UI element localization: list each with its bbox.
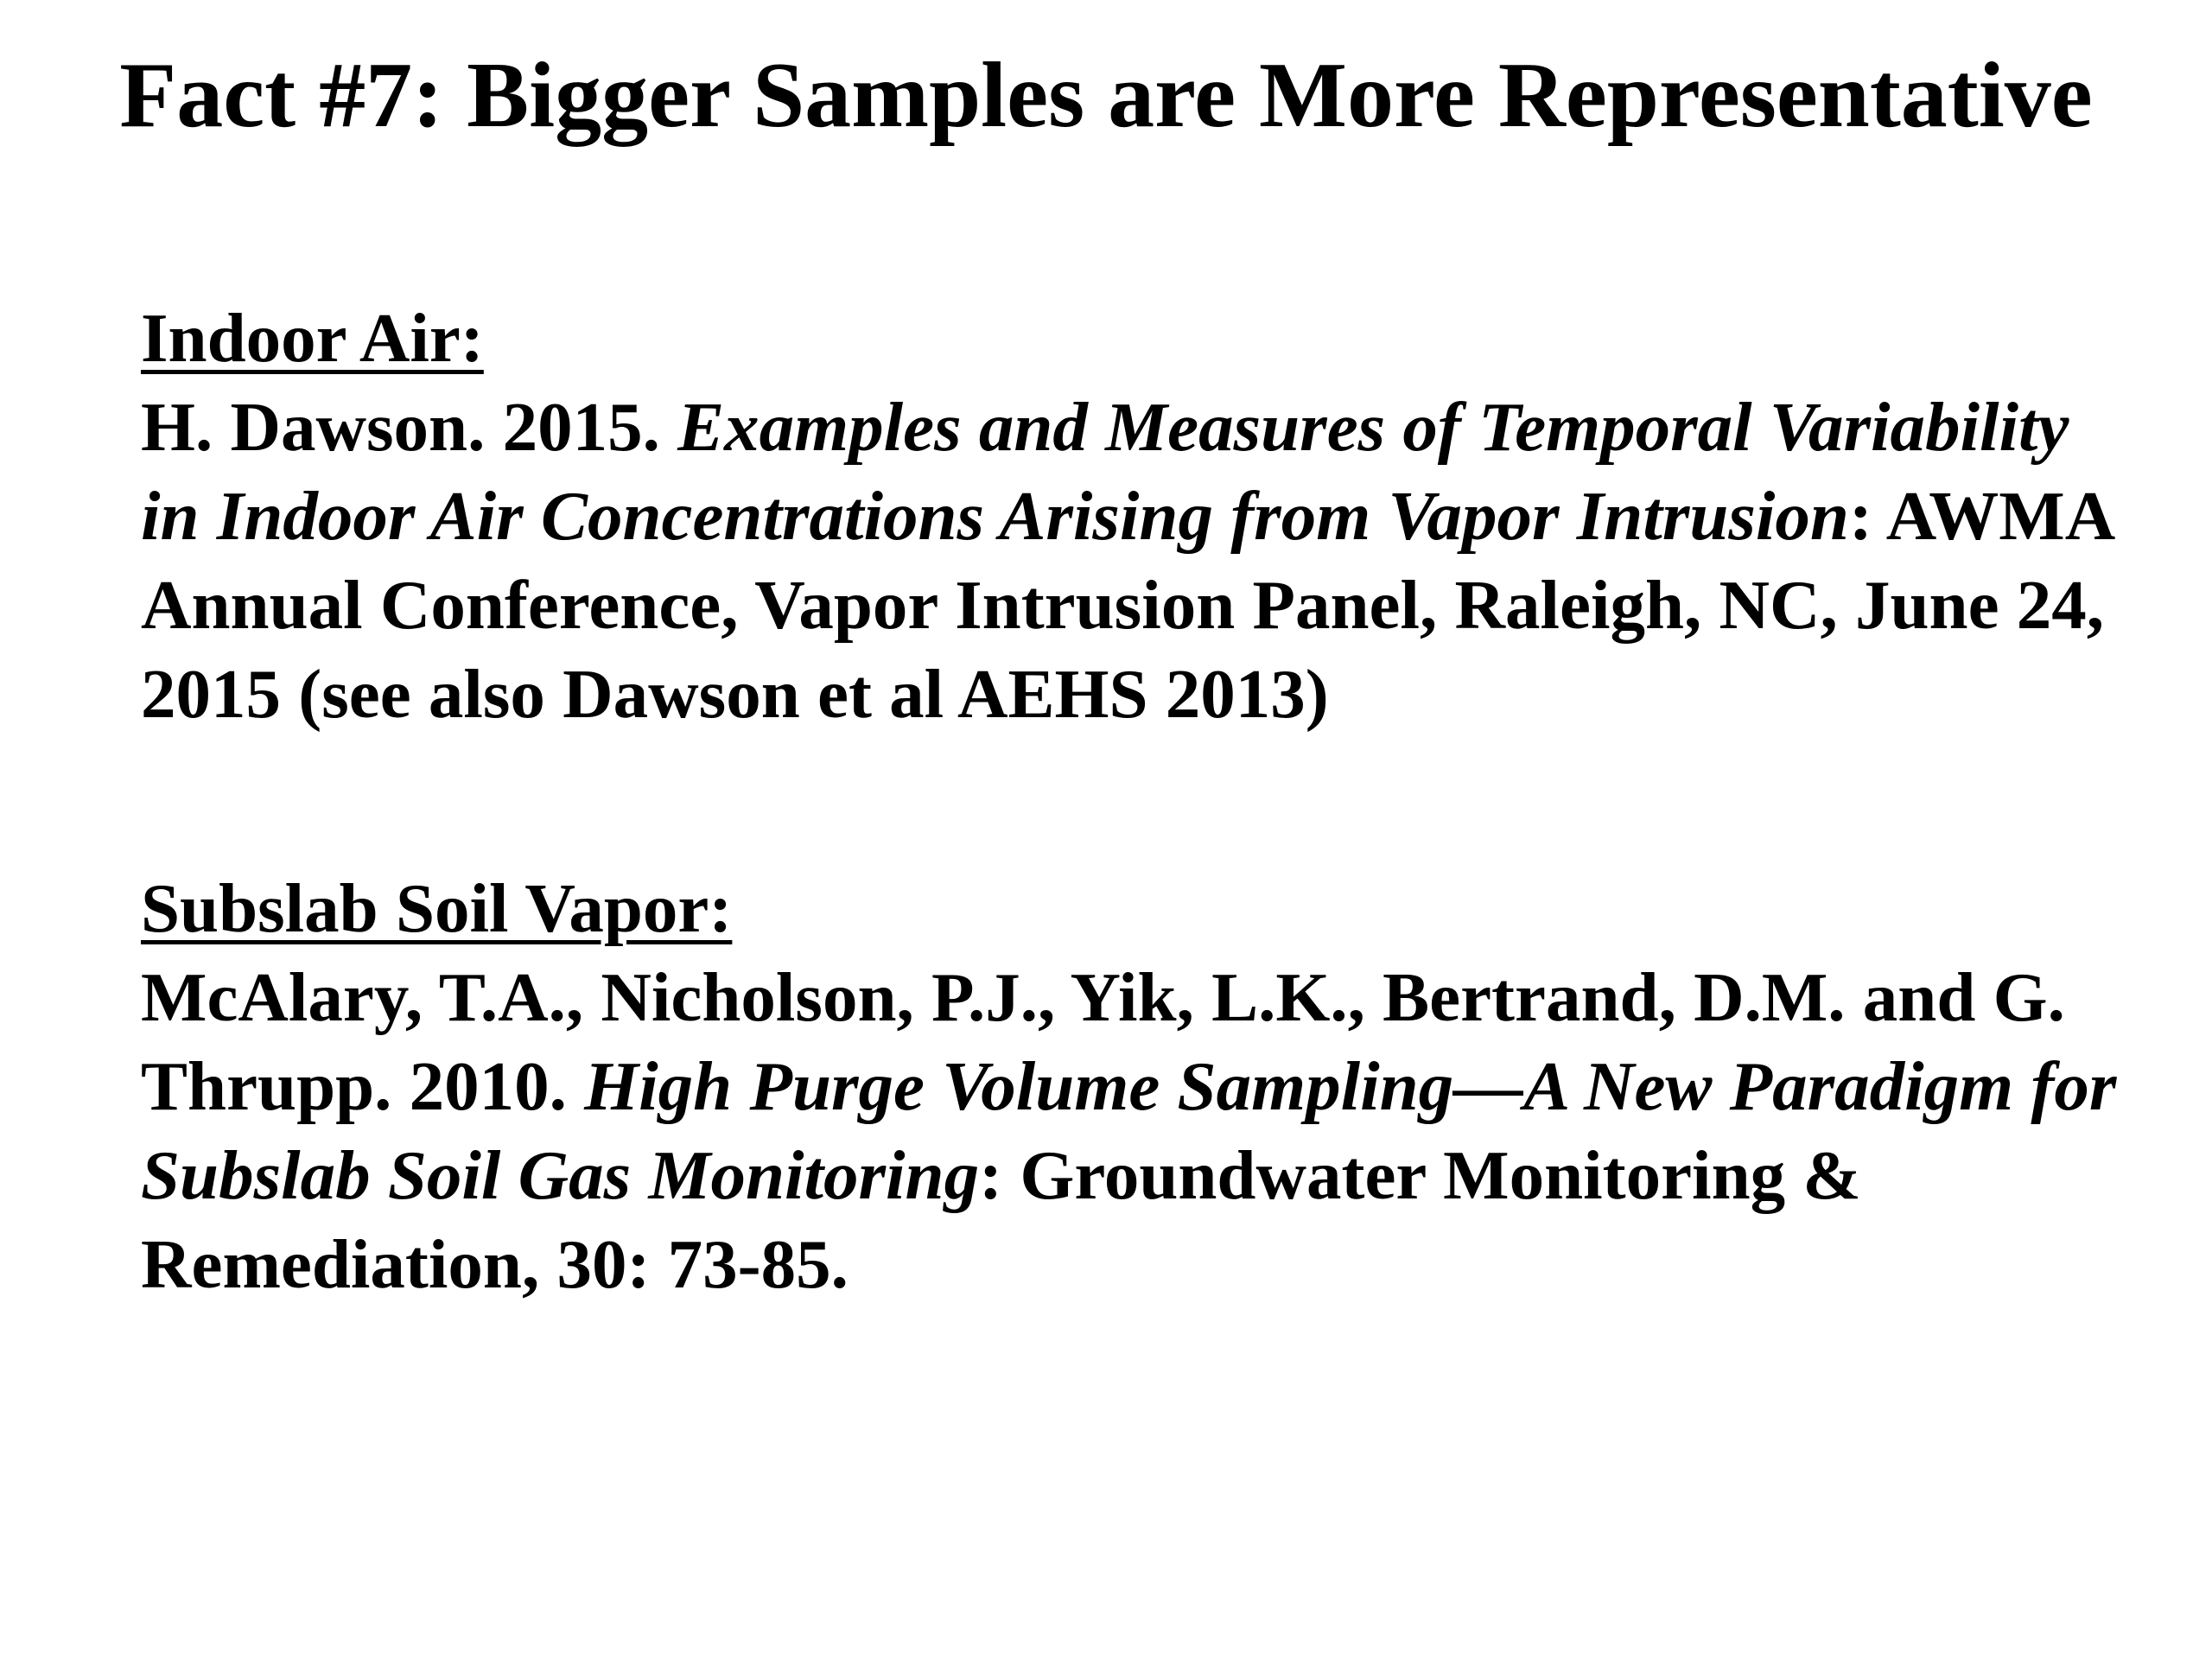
citation-authors-year: McAlary, T.A., Nicholson, P.J., Yik, L.K., Bertrand, D.M. and G. Thrupp. 2010. [141,958,2065,1125]
citation-title: High Purge Volume Sampling—A New Paradigm for Subslab Soil Gas Monitoring [141,1047,2117,1214]
indoor-air-citation [141,383,2128,739]
citation-details: : Groundwater Monitoring & Remediation, 30: 73-85. [141,1136,1861,1303]
citation-details: : AWMA Annual Conference, Vapor Intrusion Panel, Raleigh, NC, June 24, 2015 (see also Dawson et al AEHS 2013) [141,477,2112,733]
citation-authors-year: H. Dawson. 2015. [141,388,678,466]
subslab-soil-vapor-heading: Subslab Soil Vapor: [141,869,733,947]
indoor-air-section [141,294,2128,739]
indoor-air-heading: Indoor Air: [141,299,484,377]
subslab-soil-vapor-section [141,864,2128,1309]
citation-title: Examples and Measures of Temporal Variability in Indoor Air Concentrations Arising from Vapor Intrusion [141,388,2069,555]
subslab-soil-vapor-citation [141,953,2128,1309]
slide-title: Fact #7: Bigger Samples are More Representative [119,44,2093,147]
